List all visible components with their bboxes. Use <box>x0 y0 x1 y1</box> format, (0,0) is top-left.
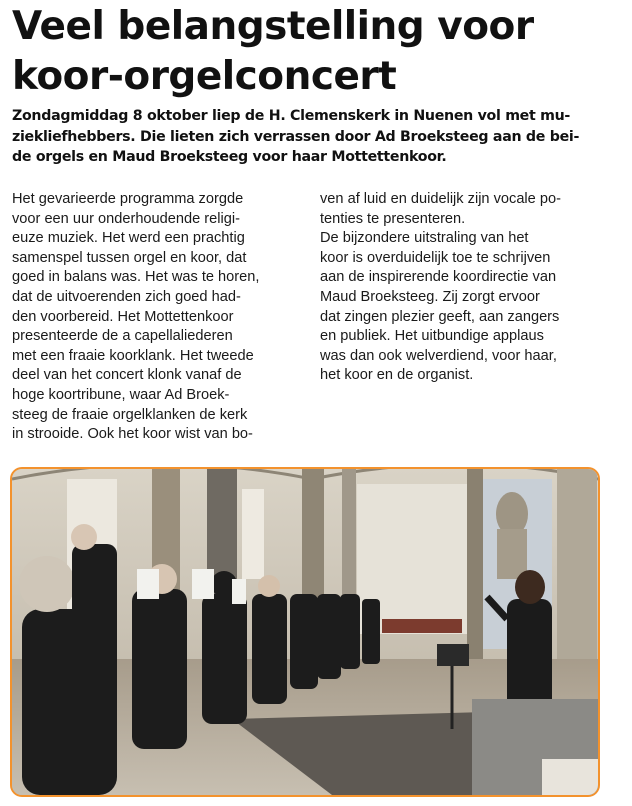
col1-line: goed in balans was. Het was te horen, <box>12 269 260 286</box>
body-column-2 <box>320 190 612 386</box>
col2-line: en publiek. Het uitbundige applaus <box>320 328 544 345</box>
article-lead <box>12 106 624 168</box>
col1-line: Het gevarieerde programma zorgde <box>12 191 244 207</box>
col1-line: steeg de fraaie orgelklanken de kerk <box>12 406 248 423</box>
lead-line-1: Zondagmiddag 8 oktober liep de H. Clemenskerk in Nuenen vol met mu- <box>12 108 570 124</box>
headline-line-1: Veel belangstelling voor <box>12 4 534 49</box>
lead-line-3: de orgels en Maud Broeksteeg voor haar Mottettenkoor. <box>12 149 447 165</box>
col2-line: ven af luid en duidelijk zijn vocale po- <box>320 191 561 207</box>
col1-line: met een fraaie koorklank. Het tweede <box>12 347 254 364</box>
col2-line: dat zingen plezier geeft, aan zangers <box>320 308 560 325</box>
col1-line: voor een uur onderhoudende religi- <box>12 210 240 227</box>
article-headline <box>12 2 622 102</box>
col2-line: tenties te presenteren. <box>320 210 466 227</box>
headline-line-2: koor-orgelconcert <box>12 54 397 99</box>
concert-photo <box>10 467 600 797</box>
col2-line: het koor en de organist. <box>320 367 474 384</box>
col2-line: koor is overduidelijk toe te schrijven <box>320 249 551 266</box>
col1-line: samenspel tussen orgel en koor, dat <box>12 249 247 266</box>
col1-line: in strooide. Ook het koor wist van bo- <box>12 426 253 443</box>
choir-church-illustration <box>12 469 598 795</box>
col2-line: Maud Broeksteeg. Zij zorgt ervoor <box>320 288 540 305</box>
col2-line: was dan ook welverdiend, voor haar, <box>320 347 557 364</box>
col2-line: De bijzondere uitstraling van het <box>320 230 529 247</box>
col2-line: aan de inspirerende koordirectie van <box>320 269 557 286</box>
col1-line: presenteerde de a capellaliederen <box>12 328 233 345</box>
col1-line: den voorbereid. Het Mottettenkoor <box>12 308 234 325</box>
col1-line: euze muziek. Het werd een prachtig <box>12 230 245 247</box>
lead-line-2: ziekliefhebbers. Die lieten zich verrassen door Ad Broeksteeg aan de bei- <box>12 128 580 145</box>
col1-line: dat de uitvoerenden zich goed had- <box>12 288 241 305</box>
col1-line: hoge koortribune, waar Ad Broek- <box>12 386 230 403</box>
body-column-1 <box>12 190 304 445</box>
col1-line: deel van het concert klonk vanaf de <box>12 367 242 384</box>
